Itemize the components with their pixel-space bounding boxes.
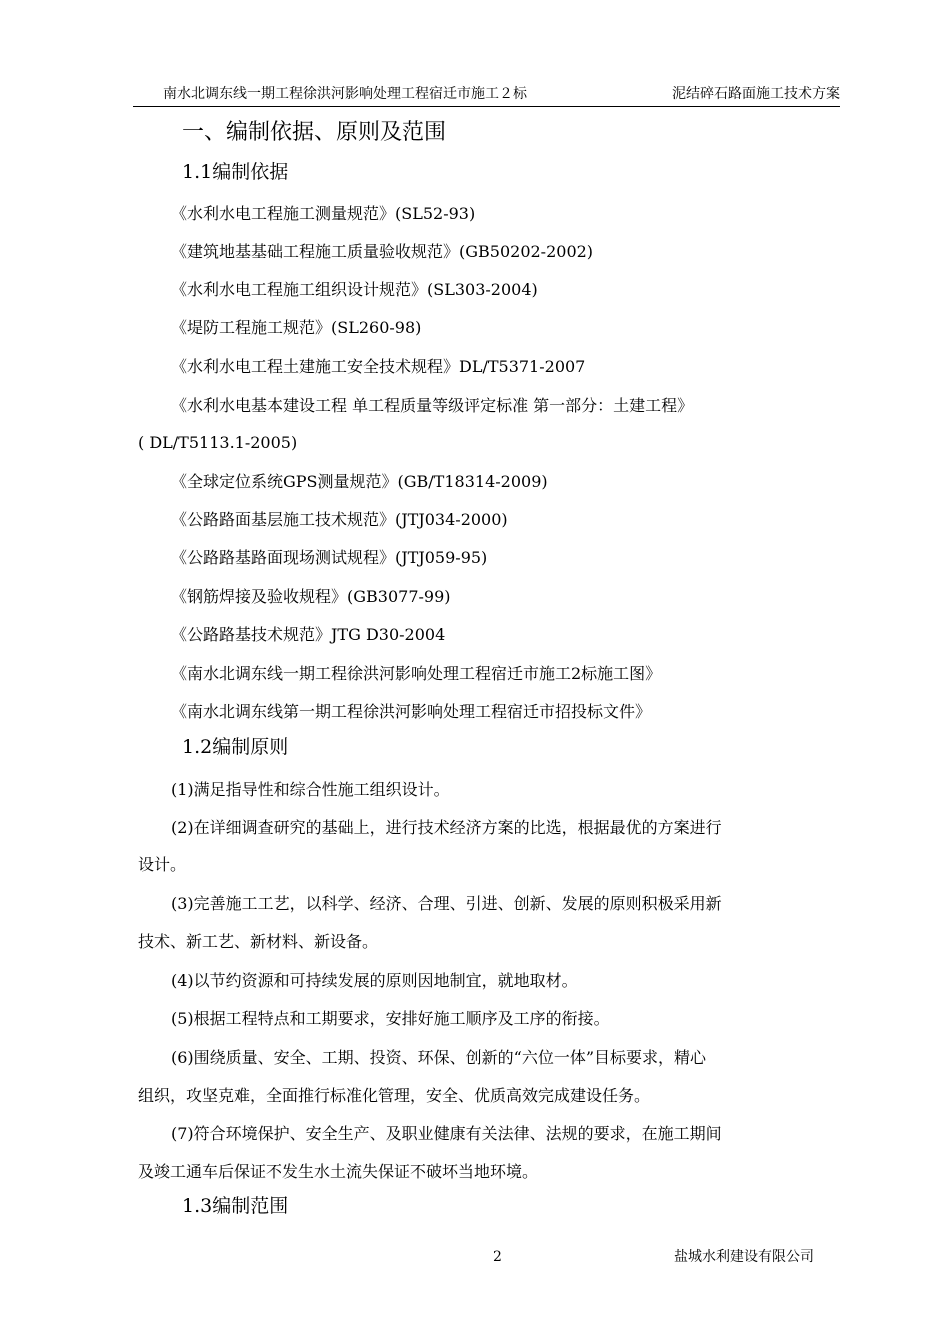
principle-1: (1)满足指导性和综合性施工组织设计。 — [171, 780, 450, 799]
principle-2-continuation: 设计。 — [138, 855, 187, 874]
footer-company: 盐城水利建设有限公司 — [674, 1249, 814, 1265]
basis-item: 《公路路基技术规范》JTG D30-2004 — [171, 625, 446, 644]
header-project-title: 南水北调东线一期工程徐洪河影响处理工程宿迁市施工２标 — [163, 86, 527, 102]
basis-item: 《南水北调东线第一期工程徐洪河影响处理工程宿迁市招投标文件》 — [171, 702, 652, 721]
basis-item: 《堤防工程施工规范》(SL260-98) — [171, 318, 422, 337]
principle-5: (5)根据工程特点和工期要求，安排好施工顺序及工序的衔接。 — [171, 1009, 610, 1028]
principle-7-continuation: 及竣工通车后保证不发生水土流失保证不破坏当地环境。 — [138, 1162, 539, 1181]
basis-item: 《水利水电工程土建施工安全技术规程》DL/T5371-2007 — [171, 357, 586, 376]
principle-2: (2)在详细调查研究的基础上，进行技术经济方案的比选，根据最优的方案进行 — [171, 818, 722, 837]
basis-item: 《南水北调东线一期工程徐洪河影响处理工程宿迁市施工2标施工图》 — [171, 664, 662, 683]
principle-3-continuation: 技术、新工艺、新材料、新设备。 — [138, 932, 379, 951]
basis-item: 《建筑地基基础工程施工质量验收规范》(GB50202-2002) — [171, 242, 594, 261]
basis-item: 《公路路面基层施工技术规范》(JTJ034-2000) — [171, 510, 508, 529]
basis-item: 《水利水电基本建设工程 单工程质量等级评定标准 第一部分：土建工程》 — [171, 396, 694, 415]
header-divider — [133, 106, 840, 107]
basis-item: 《水利水电工程施工组织设计规范》(SL303-2004) — [171, 280, 538, 299]
basis-item-continuation: ( DL/T5113.1-2005) — [138, 433, 298, 452]
page-number: 2 — [493, 1249, 502, 1265]
section-1-heading: 一、编制依据、原则及范围 — [182, 120, 447, 145]
section-1-1-heading: 1.1编制依据 — [182, 161, 289, 183]
section-1-3-heading: 1.3编制范围 — [182, 1195, 289, 1217]
header-doc-title: 泥结碎石路面施工技术方案 — [672, 86, 840, 102]
page-header — [133, 84, 840, 104]
principle-6-continuation: 组织，攻坚克难，全面推行标准化管理，安全、优质高效完成建设任务。 — [138, 1086, 651, 1105]
basis-item: 《水利水电工程施工测量规范》(SL52-93) — [171, 204, 476, 223]
basis-item: 《公路路基路面现场测试规程》(JTJ059-95) — [171, 548, 488, 567]
principle-7: (7)符合环境保护、安全生产、及职业健康有关法律、法规的要求，在施工期间 — [171, 1124, 722, 1143]
basis-item: 《全球定位系统GPS测量规范》(GB/T18314-2009) — [171, 472, 548, 491]
section-1-2-heading: 1.2编制原则 — [182, 736, 289, 758]
principle-6: (6)围绕质量、安全、工期、投资、环保、创新的“六位一体”目标要求，精心 — [171, 1048, 707, 1067]
basis-item: 《钢筋焊接及验收规程》(GB3077-99) — [171, 587, 451, 606]
principle-3: (3)完善施工工艺，以科学、经济、合理、引进、创新、发展的原则积极采用新 — [171, 894, 722, 913]
principle-4: (4)以节约资源和可持续发展的原则因地制宜，就地取材。 — [171, 971, 578, 990]
